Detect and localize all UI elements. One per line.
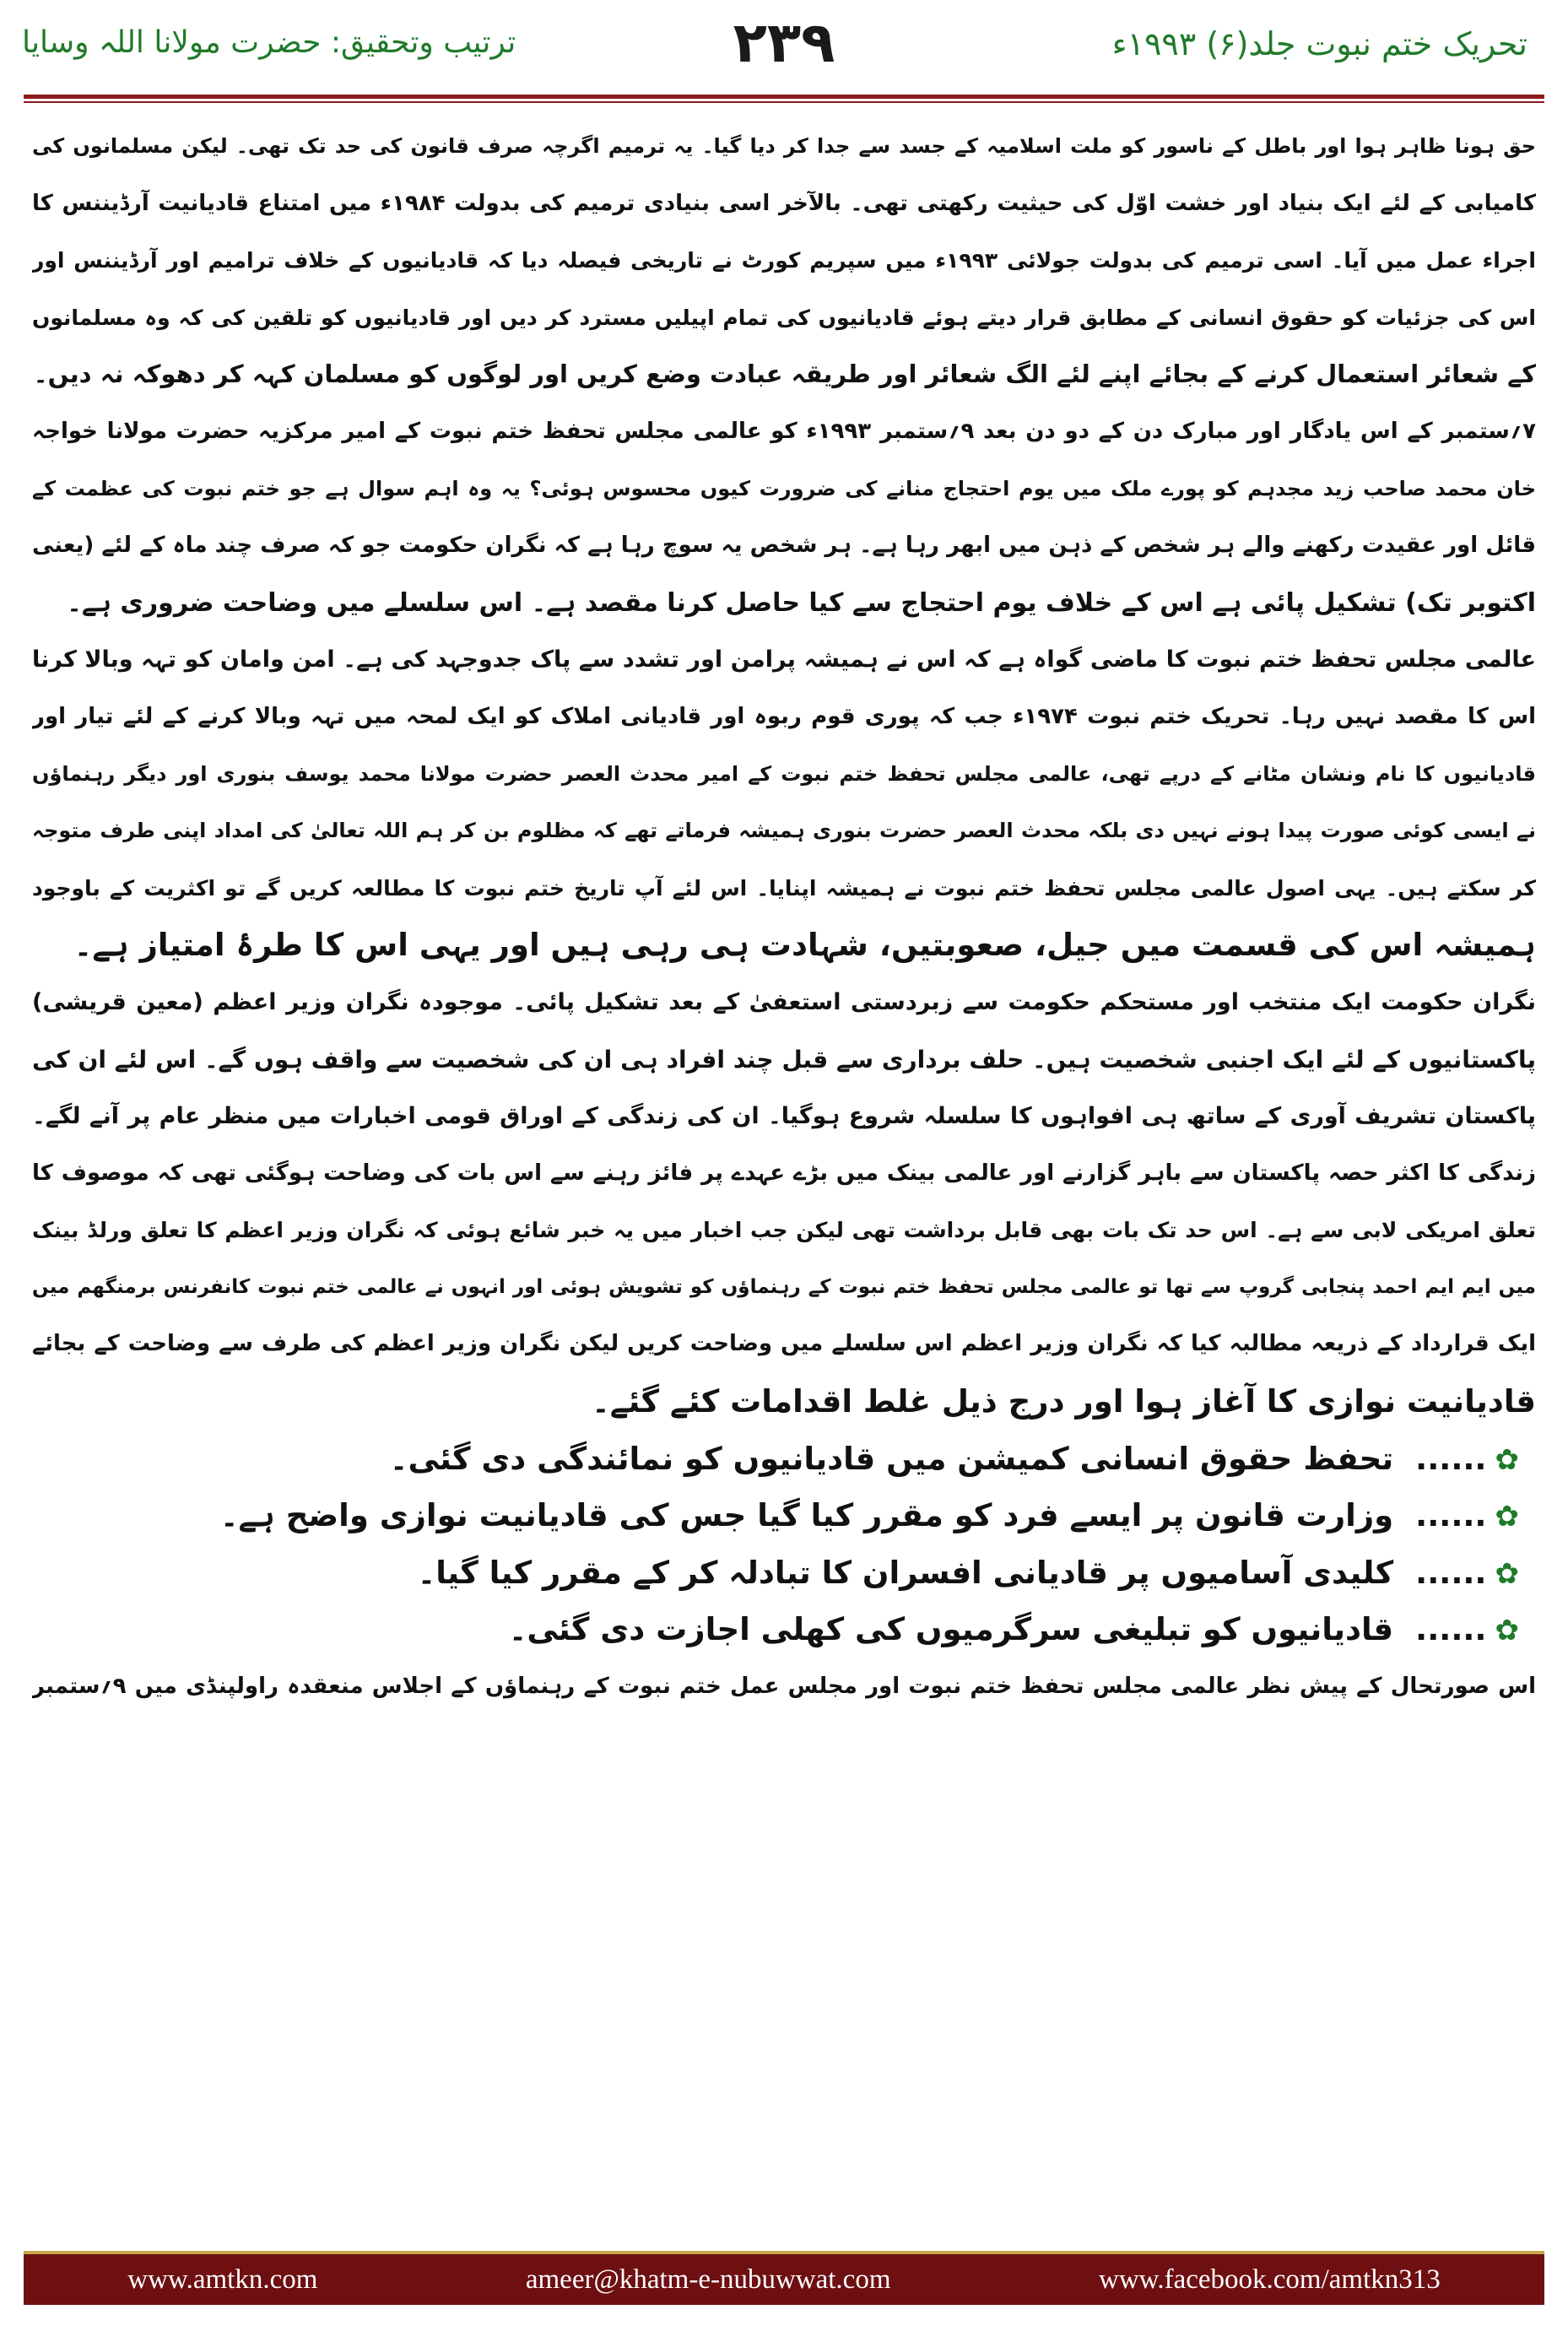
text-line: عالمی مجلس تحفظ ختم نبوت کا ماضی گواہ ہے کہ اس نے ہمیشہ پرامن اور تشدد سے پاک جدوجہد کی ہے۔ امن وامان کو تہہ وبالا کرنا — [32, 646, 1536, 673]
website-link[interactable]: www.amtkn.com — [127, 2264, 318, 2295]
bullet-item — [32, 1431, 1536, 1488]
bullet-dots: ...... — [1415, 1497, 1487, 1534]
text-line: قادیانیوں کا نام ونشان مٹانے کے درپے تھی، عالمی مجلس تحفظ ختم نبوت کے امیر محدث العصر حضرت مولانا محمد یوسف بنوری اور دیگر رہنماؤں — [32, 761, 1536, 786]
text-line: کامیابی کے لئے ایک بنیاد اور خشت اوّل کی حیثیت رکھتی تھی۔ بالآخر اسی بنیادی ترمیم کی بدولت ۱۹۸۴ء میں امتناع قادیانیت آرڈیننس کا — [32, 190, 1536, 216]
text-line: اس صورتحال کے پیش نظر عالمی مجلس تحفظ ختم نبوت اور مجلس عمل ختم نبوت کے رہنماؤں کے اجلاس منعقدہ راولپنڈی میں ۹؍ستمبر — [32, 1674, 1536, 1700]
header-rule-thin — [24, 101, 1544, 103]
text-line: تعلق امریکی لابی سے ہے۔ اس حد تک بات بھی قابل برداشت تھی لیکن جب اخبار میں یہ خبر شائع ہوئی کہ نگران وزیر اعظم کا تعلق ورلڈ بینک — [32, 1218, 1536, 1243]
text-line: اس کا مقصد نہیں رہا۔ تحریک ختم نبوت ۱۹۷۴ء جب کہ پوری قوم ربوہ اور قادیانی املاک کو ایک لمحہ میں تہہ وبالا کرنے کے لئے تیار اور — [32, 703, 1536, 729]
text-line: میں ایم ایم احمد پنجابی گروپ سے تھا تو عالمی مجلس تحفظ ختم نبوت کے رہنماؤں کو تشویش ہوئی اور انہوں نے عالمی ختم نبوت کانفرنس برمنگھم میں — [32, 1275, 1536, 1298]
text-line: زندگی کا اکثر حصہ پاکستان سے باہر گزارنے اور عالمی بینک میں بڑے عہدے پر فائز رہنے سے اس بات کی وضاحت ہوگئی تھی کہ موصوف کا — [32, 1160, 1536, 1186]
email-link[interactable]: ameer@khatm-e-nubuwwat.com — [525, 2264, 891, 2295]
text-line: پاکستان تشریف آوری کے ساتھ ہی افواہوں کا سلسلہ شروع ہوگیا۔ ان کی زندگی کے اوراق قومی اخبارات میں منظر عام پر آنے لگے۔ — [32, 1103, 1536, 1130]
text-line: حق ہونا ظاہر ہوا اور باطل کے ناسور کو ملت اسلامیہ کے جسد سے جدا کر دیا گیا۔ یہ ترمیم اگرچہ صرف قانون کی حد تک تھی۔ لیکن مسلمانوں کی — [32, 134, 1536, 158]
text-line: نے ایسی کوئی صورت پیدا ہونے نہیں دی بلکہ محدث العصر حضرت بنوری ہمیشہ فرماتے تھے کہ مظلوم بن کر ہم اللہ تعالیٰ کی امداد اپنی طرف متوجہ — [32, 819, 1536, 843]
text-line: اس کی جزئیات کو حقوق انسانی کے مطابق قرار دیتے ہوئے قادیانیوں کی تمام اپیلیں مسترد کر دیں اور قادیانیوں کو تلقین کی کہ وہ مسلمانوں — [32, 305, 1536, 330]
star-flower-icon: ✿ — [1495, 1614, 1519, 1648]
text-line: کے شعائر استعمال کرنے کے بجائے اپنے لئے الگ شعائر اور طریقہ عبادت وضع کریں اور لوگوں کو مسلمان کہہ کر دھوکہ نہ دیں۔ — [33, 360, 1536, 389]
bullet-text: تحفظ حقوق انسانی کمیشن میں قادیانیوں کو نمائندگی دی گئی۔ — [389, 1440, 1394, 1477]
facebook-link[interactable]: www.facebook.com/amtkn313 — [1098, 2264, 1441, 2295]
text-line: اجراء عمل میں آیا۔ اسی ترمیم کی بدولت جولائی ۱۹۹۳ء میں سپریم کورٹ نے تاریخی فیصلہ دیا کہ قادیانیوں کے خلاف ترامیم اور آرڈیننس اور — [32, 248, 1536, 273]
bullet-item — [32, 1487, 1536, 1544]
text-line: نگران حکومت ایک منتخب اور مستحکم حکومت سے زبردستی استعفیٰ کے بعد تشکیل پائی۔ موجودہ نگران وزیر اعظم (معین قریشی) — [32, 988, 1536, 1015]
page-body — [32, 118, 1536, 1716]
text-line: ایک قرارداد کے ذریعہ مطالبہ کیا کہ نگران وزیر اعظم اس سلسلے میں وضاحت کریں لیکن نگران وزیر اعظم کی طرف سے وضاحت کے بجائے — [32, 1331, 1536, 1357]
page-number: ۲۳۹ — [733, 10, 835, 75]
compiler-header: ترتیب وتحقیق: حضرت مولانا اللہ وسایا — [22, 25, 516, 60]
star-flower-icon: ✿ — [1495, 1556, 1519, 1591]
text-line: خان محمد صاحب زید مجدہم کو پورے ملک میں یوم احتجاج منانے کی ضرورت کیوں محسوس ہوئی؟ یہ وہ اہم سوال ہے جو ختم نبوت کی عظمت کے — [32, 476, 1536, 500]
bullet-dots: ...... — [1415, 1554, 1487, 1591]
bullet-item — [32, 1601, 1536, 1658]
text-line: ۷؍ستمبر کے اس یادگار اور مبارک دن کے دو دن بعد ۹؍ستمبر ۱۹۹۳ء کو عالمی مجلس تحفظ ختم نبوت کے امیر مرکزیہ حضرت مولانا خواجہ — [32, 418, 1536, 444]
text-line: کر سکتے ہیں۔ یہی اصول عالمی مجلس تحفظ ختم نبوت نے ہمیشہ اپنایا۔ اس لئے آپ تاریخ ختم نبوت کا مطالعہ کریں گے تو اکثریت کے باوجود — [32, 875, 1536, 901]
bullet-dots: ...... — [1415, 1440, 1487, 1477]
bullet-text: کلیدی آسامیوں پر قادیانی افسران کا تبادلہ کر کے مقرر کیا گیا۔ — [417, 1554, 1394, 1591]
star-flower-icon: ✿ — [1495, 1500, 1519, 1534]
text-line: ہمیشہ اس کی قسمت میں جیل، صعوبتیں، شہادت ہی رہی ہیں اور یہی اس کا طرۂ امتیاز ہے۔ — [73, 927, 1536, 964]
bullet-item — [32, 1544, 1536, 1602]
text-line: قادیانیت نوازی کا آغاز ہوا اور درج ذیل غلط اقدامات کئے گئے۔ — [592, 1383, 1536, 1420]
text-line: اکتوبر تک) تشکیل پائی ہے اس کے خلاف یوم احتجاج سے کیا حاصل کرنا مقصد ہے۔ اس سلسلے میں وضاحت ضروری ہے۔ — [67, 587, 1536, 618]
text-line: پاکستانیوں کے لئے ایک اجنبی شخصیت ہیں۔ حلف برداری سے قبل چند افراد ہی ان کی شخصیت سے واقف ہوں گے۔ اس لئے ان کی — [32, 1045, 1536, 1074]
star-flower-icon: ✿ — [1495, 1442, 1519, 1477]
bullet-dots: ...... — [1415, 1611, 1487, 1648]
text-line: قائل اور عقیدت رکھنے والے ہر شخص کے ذہن میں ابھر رہا ہے۔ ہر شخص یہ سوچ رہا ہے کہ نگران حکومت جو کہ صرف چند ماہ کے لئے (یعنی — [32, 533, 1536, 559]
footer-bar — [24, 2251, 1544, 2305]
header-rule — [24, 95, 1544, 99]
book-title-header: تحریک ختم نبوت جلد(۶) ۱۹۹۳ء — [1111, 25, 1527, 62]
bullet-text: قادیانیوں کو تبلیغی سرگرمیوں کی کھلی اجازت دی گئی۔ — [508, 1611, 1394, 1648]
bullet-text: وزارت قانون پر ایسے فرد کو مقرر کیا گیا جس کی قادیانیت نوازی واضح ہے۔ — [219, 1497, 1394, 1534]
